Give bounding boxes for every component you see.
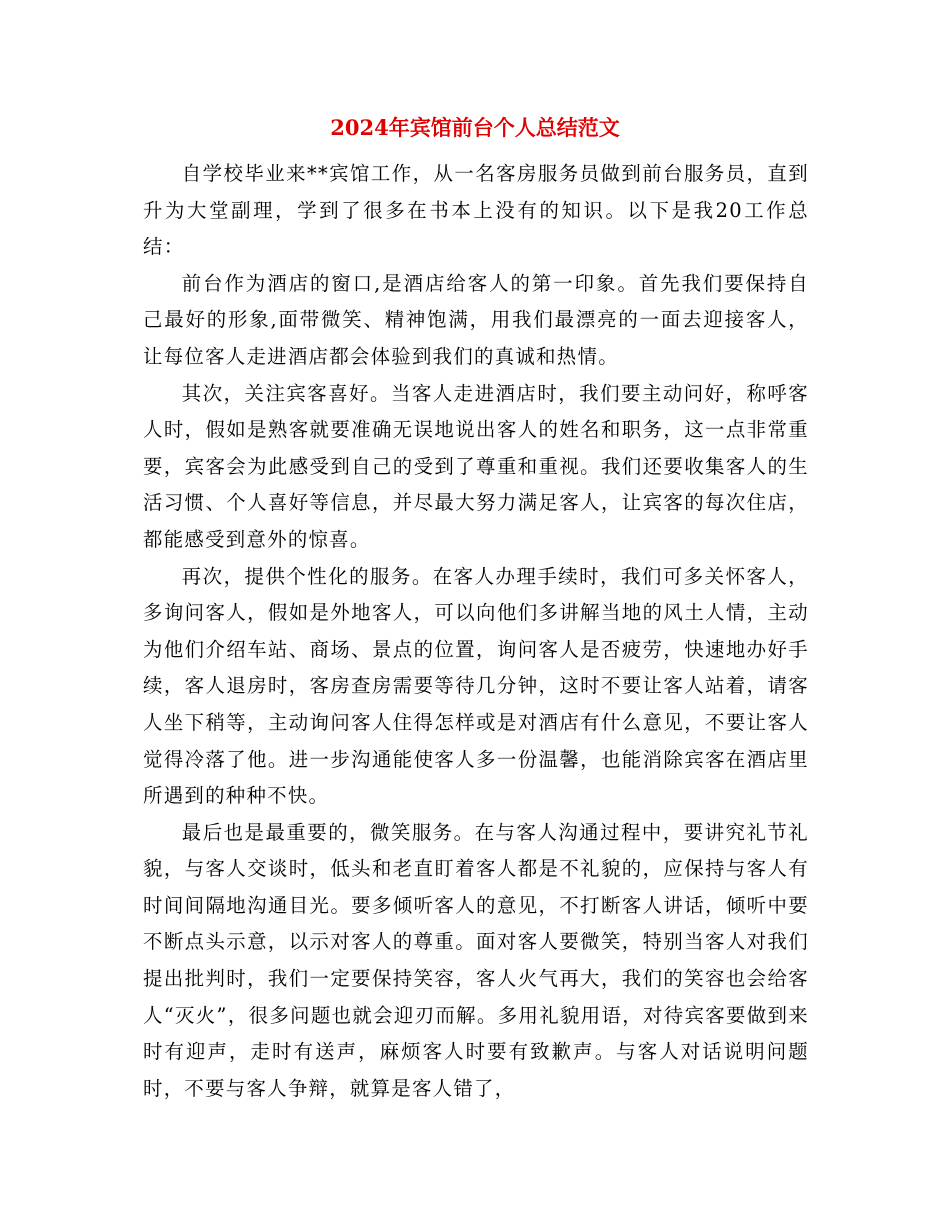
paragraph-guest-preferences: 其次，关注宾客喜好。当客人走进酒店时，我们要主动问好，称呼客人时，假如是熟客就要准确无误地说出客人的姓名和职务，这一点非常重要，宾客会为此感受到自己的受到了尊重和重视。我们还要收集客人的生活习惯、个人喜好等信息，并尽最大努力满足客人，让宾客的每次住店，都能感受到意外的惊喜。: [143, 381, 809, 551]
paragraph-intro: 自学校毕业来**宾馆工作，从一名客房服务员做到前台服务员，直到升为大堂副理，学到了很多在书本上没有的知识。以下是我20工作总结：: [143, 162, 809, 259]
document-title: 2024年宾馆前台个人总结范文: [330, 115, 620, 140]
document-body: [143, 156, 809, 1107]
paragraph-smile-service: 最后也是最重要的，微笑服务。在与客人沟通过程中，要讲究礼节礼貌，与客人交谈时，低头和老直盯着客人都是不礼貌的，应保持与客人有时间间隔地沟通目光。要多倾听客人的意见，不打断客人讲话，倾听中要不断点头示意，以示对客人的尊重。面对客人要微笑，特别当客人对我们提出批判时，我们一定要保持笑容，客人火气再大，我们的笑容也会给客人“灭火”，很多问题也就会迎刃而解。多用礼貌用语，对待宾客要做到来时有迎声，走时有送声，麻烦客人时要有致歉声。与客人对话说明问题时，不要与客人争辩，就算是客人错了，: [143, 820, 809, 1100]
paragraph-personalized-service: 再次，提供个性化的服务。在客人办理手续时，我们可多关怀客人，多询问客人，假如是外地客人，可以向他们多讲解当地的风土人情，主动为他们介绍车站、商场、景点的位置，询问客人是否疲劳，快速地办好手续，客人退房时，客房查房需要等待几分钟，这时不要让客人站着，请客人坐下稍等，主动询问客人住得怎样或是对酒店有什么意见，不要让客人觉得冷落了他。进一步沟通能使客人多一份温馨，也能消除宾客在酒店里所遇到的种种不快。: [143, 564, 809, 808]
paragraph-first-impression: 前台作为酒店的窗口,是酒店给客人的第一印象。首先我们要保持自己最好的形象,面带微笑、精神饱满，用我们最漂亮的一面去迎接客人，让每位客人走进酒店都会体验到我们的真诚和热情。: [143, 271, 809, 368]
